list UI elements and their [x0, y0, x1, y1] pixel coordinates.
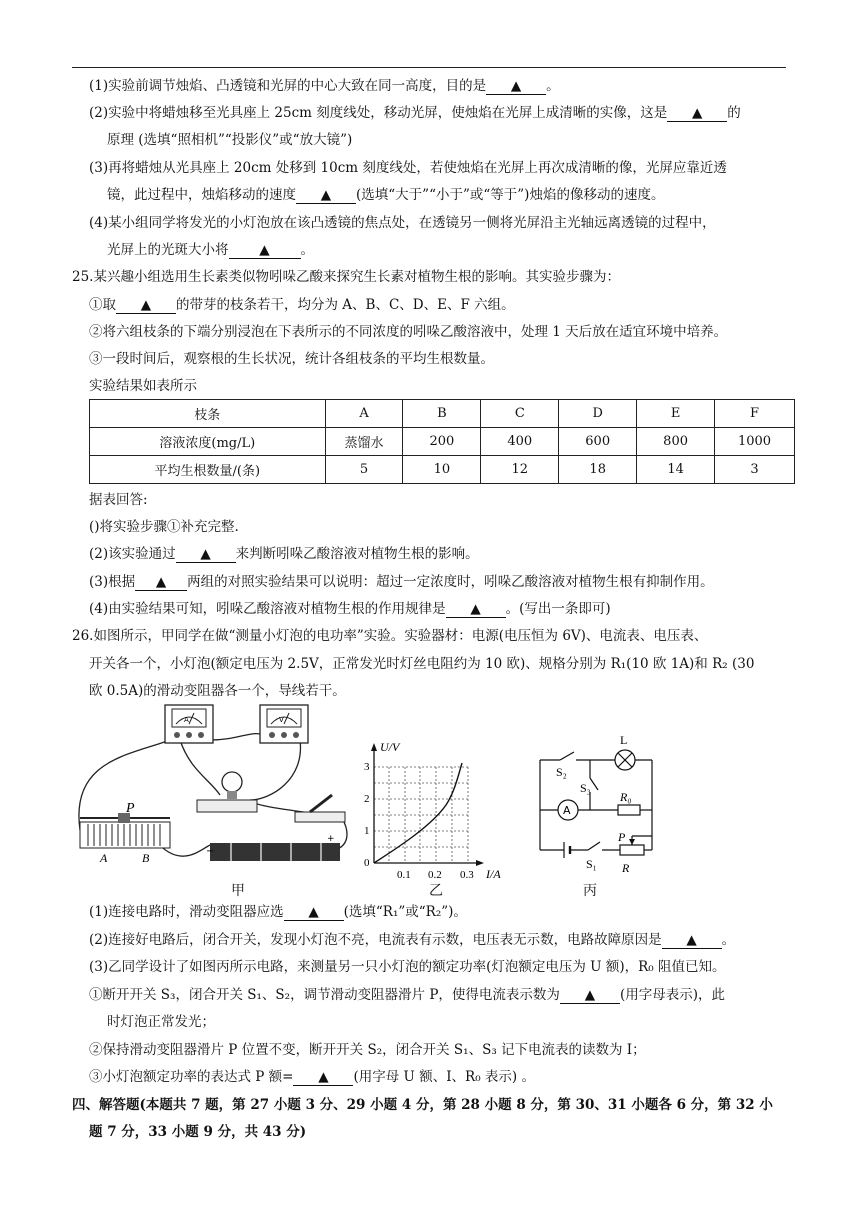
voltmeter-icon [260, 705, 308, 743]
circuit-label-P: P [618, 830, 626, 844]
battery-icon [206, 834, 340, 861]
ytick-label: 1 [364, 825, 370, 837]
table-cell: 5 [325, 456, 403, 484]
figure-caption-jia: 甲 [231, 883, 245, 899]
q26-line1: 26.如图所示，甲同学在做“测量小灯泡的电功率”实验。实验器材：电源(电压恒为 6V)、电流表、电压表、 [72, 628, 708, 644]
figure-bing-circuit [530, 730, 670, 880]
light-bulb-icon [197, 772, 257, 812]
svg-text:+: + [327, 834, 335, 844]
q24-part1: (1)实验前调节烛焰、凸透镜和光屏的中心大致在同一高度，目的是 ▲ 。 [89, 78, 560, 94]
table-cell: 溶液浓度(mg/L) [90, 428, 326, 456]
answer-blank[interactable]: ▲ [293, 1069, 353, 1086]
terminal-label-B: B [142, 851, 150, 865]
ammeter-letter: A [184, 716, 189, 724]
table-cell: 3 [715, 456, 795, 484]
answer-blank[interactable]: ▲ [296, 187, 356, 204]
circuit-label-L: L [620, 733, 628, 747]
voltmeter-letter: V [279, 716, 284, 724]
header-rule [72, 67, 786, 68]
answer-blank[interactable]: ▲ [284, 904, 344, 921]
xtick-label: 0.3 [460, 869, 474, 881]
q24-part2-cont: 原理 (选填“照相机”“投影仪”或“放大镜”) [107, 132, 353, 148]
answer-blank[interactable]: ▲ [667, 105, 727, 122]
q24-part4: (4)某小组同学将发光的小灯泡放在该凸透镜的焦点处，在透镜另一侧将光屏沿主光轴远离透镜的过程中， [89, 215, 716, 231]
figure-caption-yi: 乙 [429, 883, 443, 899]
rheostat-icon [80, 813, 170, 848]
table-cell: 平均生根数量/(条) [90, 456, 326, 484]
figure-jia-apparatus [70, 700, 360, 880]
q26-step3: ③小灯泡额定功率的表达式 P 额= ▲ (用字母 U 额、I、R₀ 表示) 。 [89, 1069, 535, 1085]
q25-answer3: (3)根据 ▲ 两组的对照实验结果可以说明：超过一定浓度时，吲哚乙酸溶液对植物生根有抑制作用。 [89, 574, 714, 590]
q26-step1: ①断开开关 S₃，闭合开关 S₁、S₂，调节滑动变阻器滑片 P，使得电流表示数为 ▲ (用字母表示)，此 [89, 987, 725, 1003]
table-cell: E [637, 400, 715, 428]
section4-heading: 四、解答题(本题共 7 题，第 27 小题 3 分、29 小题 4 分，第 28 小题 8 分，第 30、31 小题各 6 分，第 32 小 [72, 1097, 773, 1113]
table-cell: 18 [559, 456, 637, 484]
table-cell: 800 [637, 428, 715, 456]
table-caption: 实验结果如表所示 [89, 378, 197, 394]
answer-blank[interactable]: ▲ [560, 987, 620, 1004]
answer-blank[interactable]: ▲ [446, 601, 506, 618]
xtick-label: 0.1 [397, 869, 411, 881]
table-row [90, 400, 795, 428]
q26-question2: (2)连接好电路后，闭合开关，发现小灯泡不亮，电流表有示数，电压表无示数，电路故障原因是 ▲ 。 [89, 932, 736, 948]
graph-xlabel: I/A [486, 867, 501, 881]
circuit-label-S3: S₃ [580, 781, 591, 795]
ammeter-icon [165, 705, 213, 743]
q26-step2: ②保持滑动变阻器滑片 P 位置不变，断开开关 S₂，闭合开关 S₁、S₃ 记下电流表的读数为 I； [89, 1042, 646, 1058]
q26-line3: 欧 0.5A)的滑动变阻器各一个，导线若干。 [89, 683, 346, 699]
answer-blank[interactable]: ▲ [662, 932, 722, 949]
table-row [90, 456, 795, 484]
table-cell: 600 [559, 428, 637, 456]
q26-question1: (1)连接电路时，滑动变阻器应选 ▲ (选填“R₁”或“R₂”)。 [89, 904, 467, 920]
q24-part3-cont: 镜，此过程中，烛焰移动的速度 ▲ (选填“大于”“小于”或“等于”)烛焰的像移动的速度。 [107, 187, 665, 203]
q24-part2: (2)实验中将蜡烛移至光具座上 25cm 刻度线处，移动光屏，使烛焰在光屏上成清晰的实像，这是 ▲ 的 [89, 105, 741, 121]
table-cell: 14 [637, 456, 715, 484]
circuit-label-R0: R₀ [620, 790, 632, 804]
table-cell: 1000 [715, 428, 795, 456]
q25-step1: ①取 ▲ 的带芽的枝条若干，均分为 A、B、C、D、E、F 六组。 [89, 297, 515, 313]
circuit-ammeter-label: A [563, 804, 571, 817]
ytick-label: 3 [364, 761, 370, 773]
q25-title: 25.某兴趣小组选用生长素类似物吲哚乙酸来探究生长素对植物生根的影响。其实验步骤为： [72, 269, 620, 285]
results-table [89, 399, 795, 484]
q25-answer1: ()将实验步骤①补充完整. [89, 519, 239, 535]
q25-answer2: (2)该实验通过 ▲ 来判断吲哚乙酸溶液对植物生根的影响。 [89, 546, 479, 562]
answer-blank[interactable]: ▲ [176, 546, 236, 563]
answer-blank[interactable]: ▲ [135, 574, 187, 591]
table-cell: F [715, 400, 795, 428]
switch-icon [295, 795, 345, 822]
q26-line2: 开关各一个，小灯泡(额定电压为 2.5V，正常发光时灯丝电阻约为 10 欧)、规格分别为 R₁(10 欧 1A)和 R₂ (30 [89, 656, 755, 672]
answer-blank[interactable]: ▲ [116, 297, 176, 314]
q25-step2: ②将六组枝条的下端分别浸泡在下表所示的不同浓度的吲哚乙酸溶液中，处理 1 天后放在适宜环境中培养。 [89, 324, 728, 340]
graph-ylabel: U/V [380, 740, 400, 754]
answer-intro: 据表回答: [89, 492, 148, 508]
table-cell: 400 [481, 428, 559, 456]
figure-yi-graph [362, 735, 522, 885]
table-cell: 10 [403, 456, 481, 484]
answer-blank[interactable]: ▲ [486, 78, 546, 95]
slider-label-P: P [126, 801, 135, 816]
circuit-label-S1: S₁ [586, 857, 597, 871]
table-cell: D [559, 400, 637, 428]
u-i-curve [374, 763, 462, 863]
circuit-label-R: R [622, 861, 630, 875]
q26-step1-cont: 时灯泡正常发光； [107, 1014, 215, 1030]
table-cell: 枝条 [90, 400, 326, 428]
terminal-label-A: A [100, 851, 108, 865]
q24-part3: (3)再将蜡烛从光具座上 20cm 处移到 10cm 刻度线处，若使烛焰在光屏上再次成清晰的像，光屏应靠近透 [89, 160, 727, 176]
answer-blank[interactable]: ▲ [229, 242, 301, 259]
q26-question3: (3)乙同学设计了如图丙所示电路，来测量另一只小灯泡的额定功率(灯泡额定电压为 U 额)，R₀ 阻值已知。 [89, 959, 726, 975]
svg-text:−: − [206, 846, 215, 857]
q25-answer4: (4)由实验结果可知，吲哚乙酸溶液对植物生根的作用规律是 ▲ 。(写出一条即可) [89, 601, 611, 617]
ytick-label: 2 [364, 793, 370, 805]
xtick-label: 0.2 [428, 869, 442, 881]
table-row [90, 428, 795, 456]
q24-part4-cont: 光屏上的光斑大小将 ▲ 。 [107, 242, 314, 258]
table-cell: C [481, 400, 559, 428]
table-cell: B [403, 400, 481, 428]
table-cell: 蒸馏水 [325, 428, 403, 456]
table-cell: A [325, 400, 403, 428]
q25-step3: ③一段时间后，观察根的生长状况，统计各组枝条的平均生根数量。 [89, 351, 494, 367]
figure-caption-bing: 丙 [583, 883, 597, 899]
table-cell: 12 [481, 456, 559, 484]
ytick-label: 0 [364, 857, 370, 869]
section4-heading-cont: 题 7 分，33 小题 9 分，共 43 分) [89, 1124, 307, 1140]
circuit-label-S2: S₂ [556, 765, 567, 779]
table-cell: 200 [403, 428, 481, 456]
